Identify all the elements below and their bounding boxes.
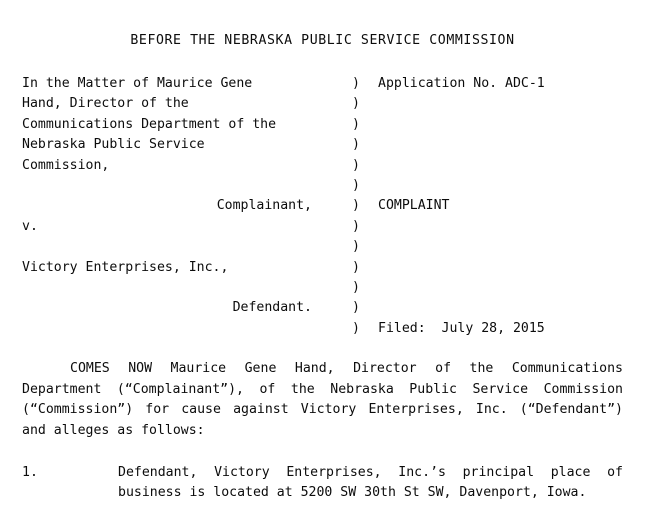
caption-left: Commission, (22, 157, 110, 173)
caption-row (22, 217, 623, 237)
caption-paren: ) (352, 259, 360, 275)
caption-row (22, 196, 623, 216)
caption-row (22, 94, 623, 114)
document-page (0, 33, 645, 511)
caption-row (22, 135, 623, 155)
item-text: Defendant, Victory Enterprises, Inc.’s principal place of business is located at 5200 SW 30th St SW, Davenport, Iowa. (118, 464, 623, 501)
caption-left: Hand, Director of the (22, 96, 189, 112)
caption-paren: ) (352, 280, 360, 296)
caption-paren: ) (352, 178, 360, 194)
numbered-item (22, 463, 623, 504)
caption-left: Complainant, (216, 198, 312, 214)
caption-paren: ) (352, 198, 360, 214)
caption-paren: ) (352, 218, 360, 234)
caption-row (22, 156, 623, 176)
item-number: 1. (22, 464, 38, 480)
caption-paren: ) (352, 300, 360, 316)
caption-paren: ) (352, 239, 360, 255)
caption-left: v. (22, 218, 38, 234)
caption-paren: ) (352, 76, 360, 91)
caption-paren: ) (352, 137, 360, 153)
caption-left: Nebraska Public Service (22, 137, 205, 153)
caption-row (22, 115, 623, 135)
caption-right: Application No. ADC-1 (378, 76, 545, 91)
caption-row (22, 319, 623, 339)
caption-row (22, 258, 623, 278)
caption-row (22, 298, 623, 318)
case-caption (0, 74, 645, 339)
caption-row (22, 237, 623, 257)
caption-row (22, 278, 623, 298)
page-title: BEFORE THE NEBRASKA PUBLIC SERVICE COMMISSION (130, 33, 515, 48)
caption-right: Filed: July 28, 2015 (378, 320, 545, 336)
caption-paren: ) (352, 96, 360, 112)
document-body (0, 359, 645, 503)
caption-row (22, 176, 623, 196)
caption-left: Victory Enterprises, Inc., (22, 259, 229, 275)
intro-paragraph: COMES NOW Maurice Gene Hand, Director of the Communications Department (“Complainant”), of the Nebraska Public Service Commission (“Commission”) for cause against Victory Enterprises, Inc. (“Defendant”) and alleges as follows: (22, 361, 623, 438)
caption-right: COMPLAINT (378, 198, 450, 214)
caption-left: In the Matter of Maurice Gene (22, 76, 253, 91)
caption-left: Defendant. (232, 300, 312, 316)
caption-left: Communications Department of the (22, 116, 277, 132)
caption-paren: ) (352, 320, 360, 336)
caption-paren: ) (352, 157, 360, 173)
caption-paren: ) (352, 116, 360, 132)
caption-row (22, 74, 623, 94)
